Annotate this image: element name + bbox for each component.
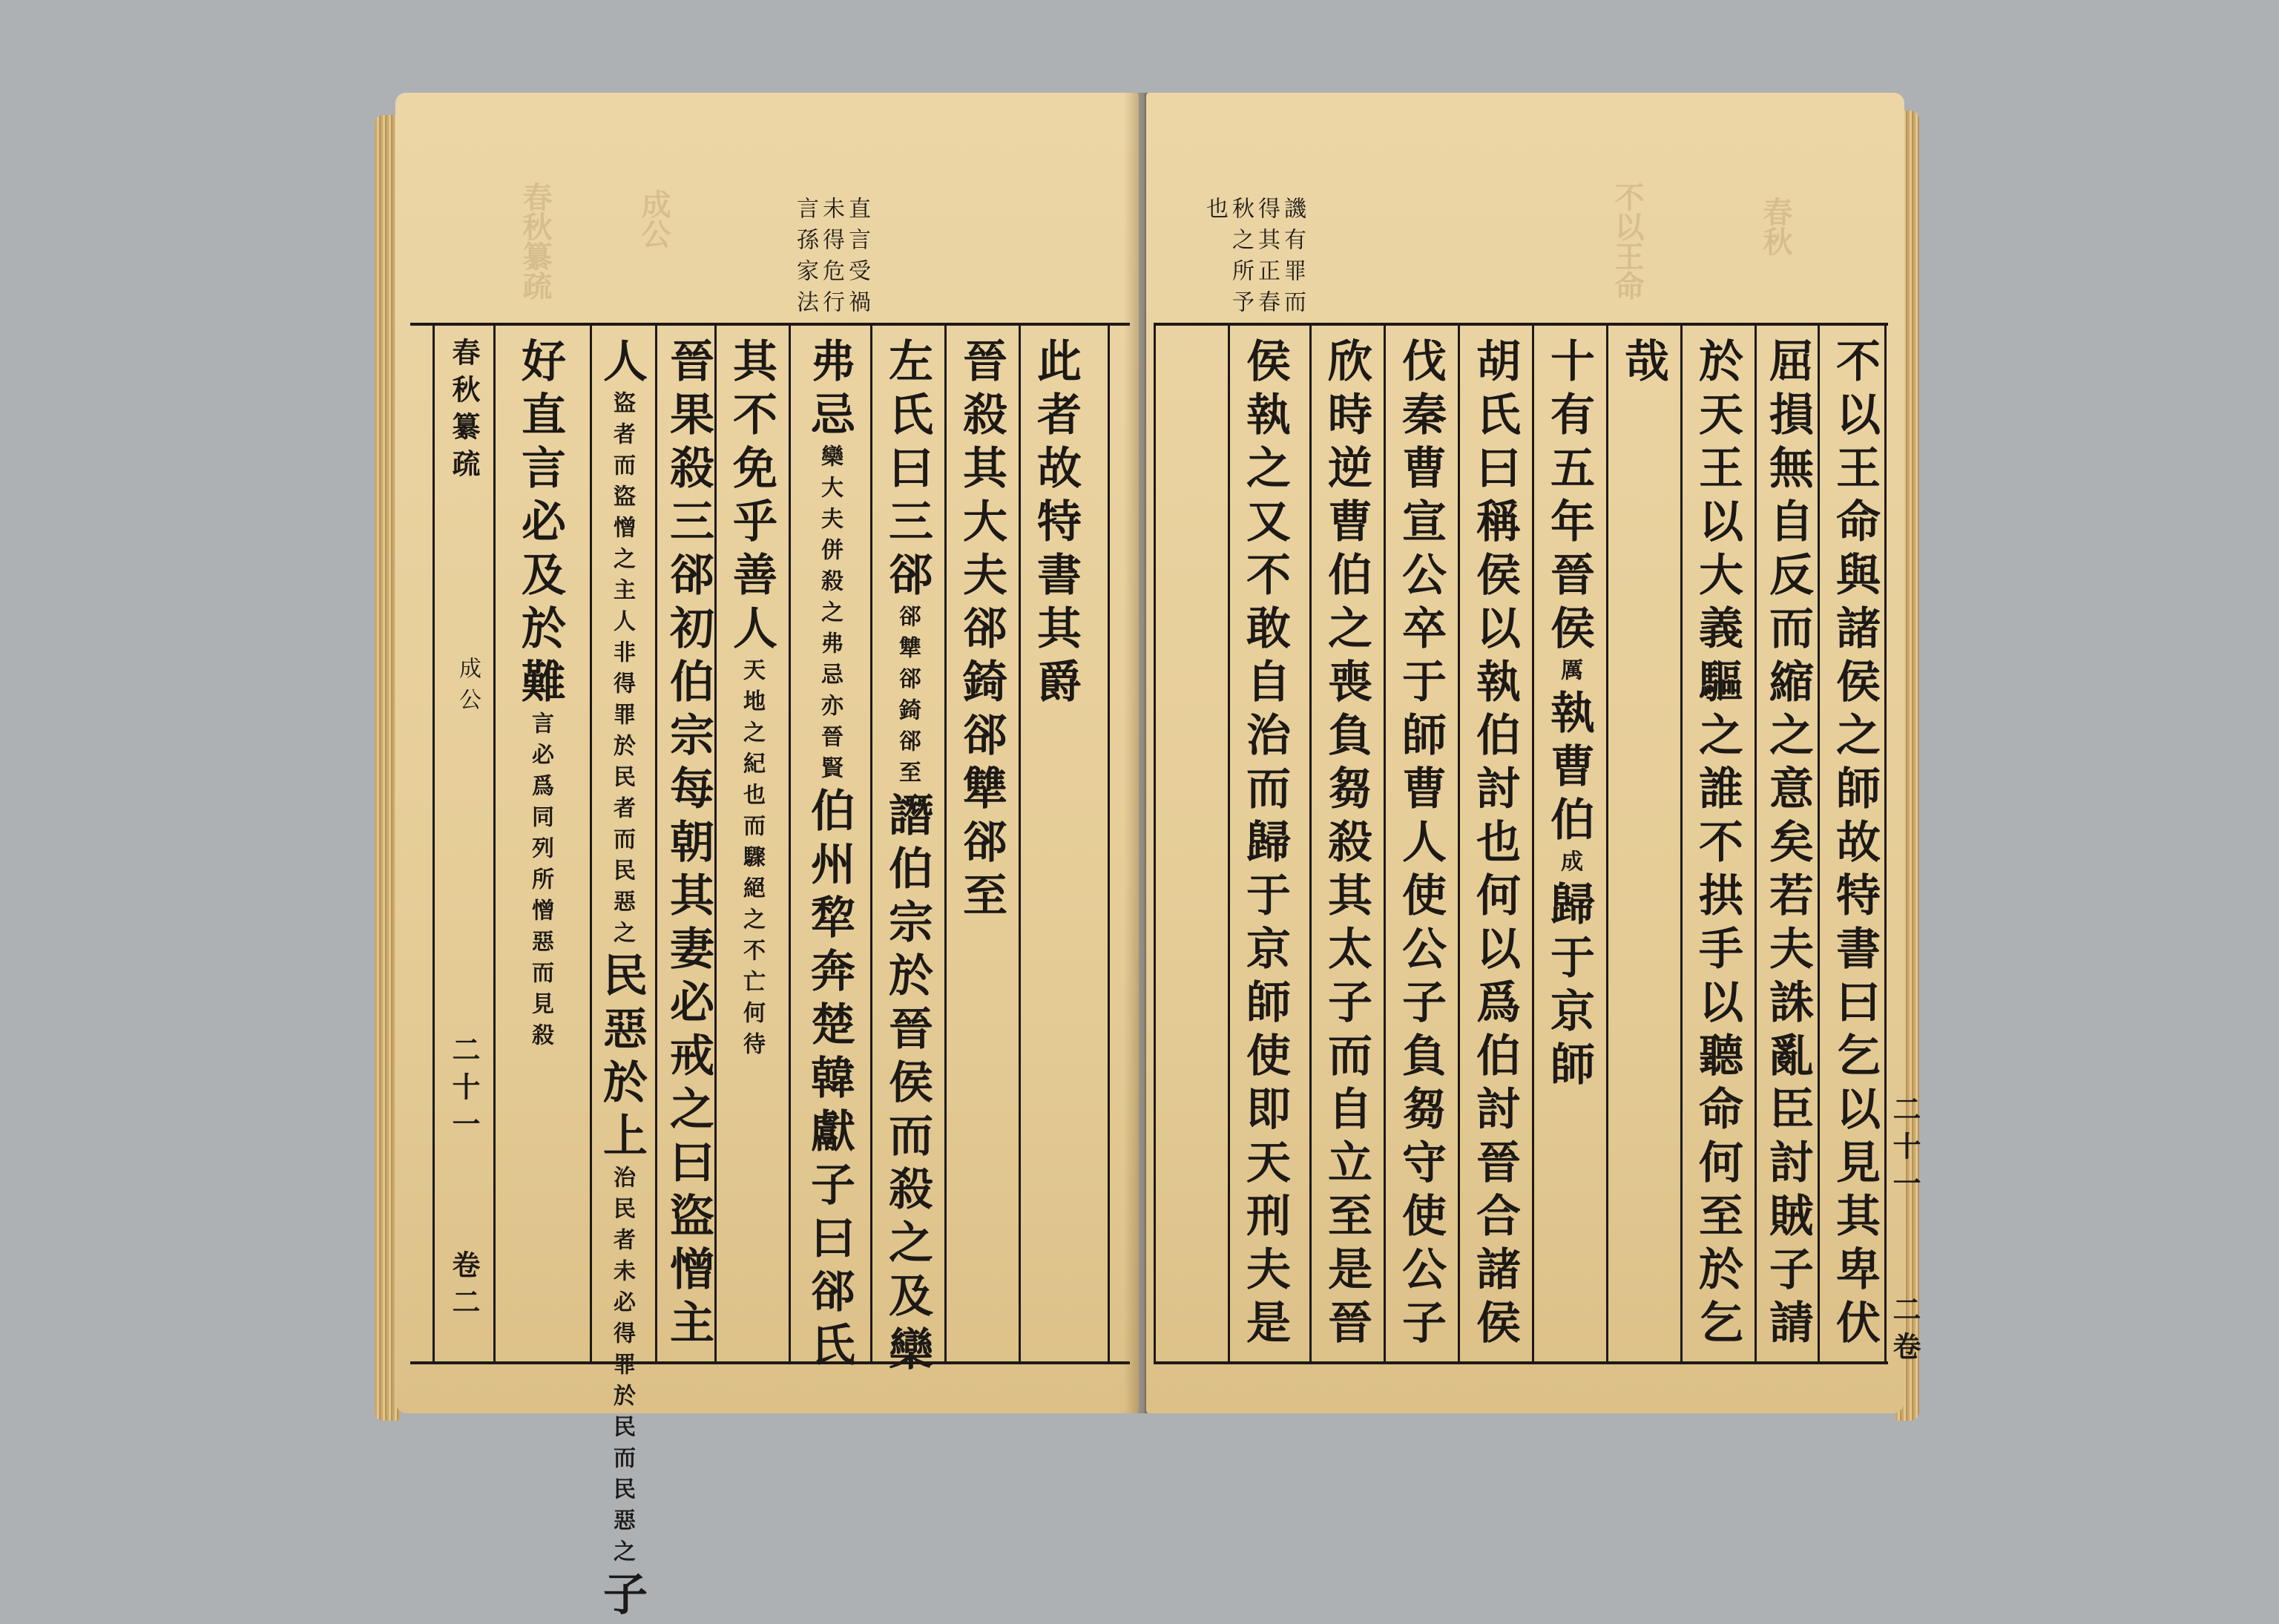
folio-number: 二十一: [447, 1035, 481, 1146]
text-column: 胡氏曰稱侯以執伯討也何以爲伯討晉合諸侯: [1469, 338, 1521, 1352]
text-column: 好直言必及於難言必爲同列所憎惡而見殺: [514, 338, 566, 1054]
text-column: 弗忌欒大夫併殺之弗忌亦晉賢伯州犂奔楚韓獻子曰郤氏: [803, 338, 855, 1375]
text-column: 左氏曰三郤郤犨郤錡郤至譖伯宗於晉侯而殺之及欒: [881, 338, 933, 1379]
top-note-col: 秋之所予: [1228, 197, 1254, 321]
left-page: 春秋纂疏 成公 言孫家法 未得危行 直言受禍 春秋纂疏 成公 二十一 卷二 好直言必及於難言必爲同列所憎惡而見殺 人盜者而盜憎之主人非得罪於民者而民惡之民惡於上治民者未必得罪於民而民惡之子 晉果殺三郤初伯宗每朝其妻必戒之曰盜憎主 其不免乎善人天地之紀也而驟絕之不亡何待 弗忌欒大夫併殺之弗忌亦晉賢伯州犂奔楚韓獻子曰郤氏 左氏曰三郤郤犨郤錡郤至譖伯宗於晉侯而殺之及欒 晉殺其大夫郤錡郤犨郤至 此者故特書其爵: [395, 93, 1139, 1413]
text-column: 不以王命與諸侯之師故特書曰乞以見其卑伏: [1829, 338, 1881, 1352]
corner-label: 二卷: [1888, 1295, 1921, 1369]
top-note-col: 言孫家法: [792, 197, 818, 321]
top-note-col: 直言受禍: [844, 197, 870, 321]
text-column: 此者故特書其爵: [1030, 338, 1082, 711]
top-note-col: 譏有罪而: [1280, 197, 1306, 321]
frame-bottom-line: [1154, 1361, 1888, 1364]
text-column: 晉殺其大夫郤錡郤犨郤至: [956, 338, 1007, 925]
right-page: 不以王命 春秋 譏有罪而 得其正春 秋之所予 也 不以王命與諸侯之師故特書曰乞以見其卑伏 屈損無自反而縮之意矣若夫誅亂臣討賊子請 於天王以大義驅之誰不拱手以聽命何至於乞 哉 十有五年晉侯厲執曹伯成歸于京師 胡氏曰稱侯以執伯討也何以爲伯討晉合諸侯 伐秦曹宣公卒于師曹人使公子負芻守使公子 欣時逆曹伯之喪負芻殺其太子而自立至是晉 侯執之又不敢自治而歸于京師使即天刑夫是 二十一 二卷: [1146, 93, 1904, 1413]
text-column: 屈損無自反而縮之意矣若夫誅亂臣討賊子請: [1762, 338, 1814, 1352]
text-column: 其不免乎善人天地之紀也而驟絕之不亡何待: [726, 338, 777, 1063]
open-book: [375, 93, 1921, 1624]
text-column: 於天王以大義驅之誰不拱手以聽命何至於乞: [1691, 338, 1743, 1352]
text-column: 晉果殺三郤初伯宗每朝其妻必戒之曰盜憎主: [662, 338, 714, 1352]
book-title: 春秋纂疏: [447, 338, 481, 486]
text-column: 人盜者而盜憎之主人非得罪於民者而民惡之民惡於上治民者未必得罪於民而民惡之子: [596, 338, 648, 1624]
top-note-col: 未得危行: [818, 197, 844, 321]
section-label: 成公: [455, 657, 481, 719]
top-note-col: 得其正春: [1254, 197, 1280, 321]
text-column: 伐秦曹宣公卒于師曹人使公子負芻守使公子: [1395, 338, 1447, 1352]
folio-number: 二十一: [1888, 1094, 1921, 1206]
corner-label: 卷二: [447, 1250, 481, 1324]
frame-top-line: [1154, 323, 1888, 326]
top-note-col: 也: [1202, 197, 1228, 228]
text-column: 哉: [1617, 338, 1669, 391]
text-column: 侯執之又不敢自治而歸于京師使即天刑夫是: [1239, 338, 1291, 1352]
frame-top-line: [410, 323, 1130, 326]
frame-bottom-line: [410, 1361, 1130, 1364]
text-column: 十有五年晉侯厲執曹伯成歸于京師: [1543, 338, 1595, 1094]
text-column: 欣時逆曹伯之喪負芻殺其太子而自立至是晉: [1321, 338, 1372, 1352]
